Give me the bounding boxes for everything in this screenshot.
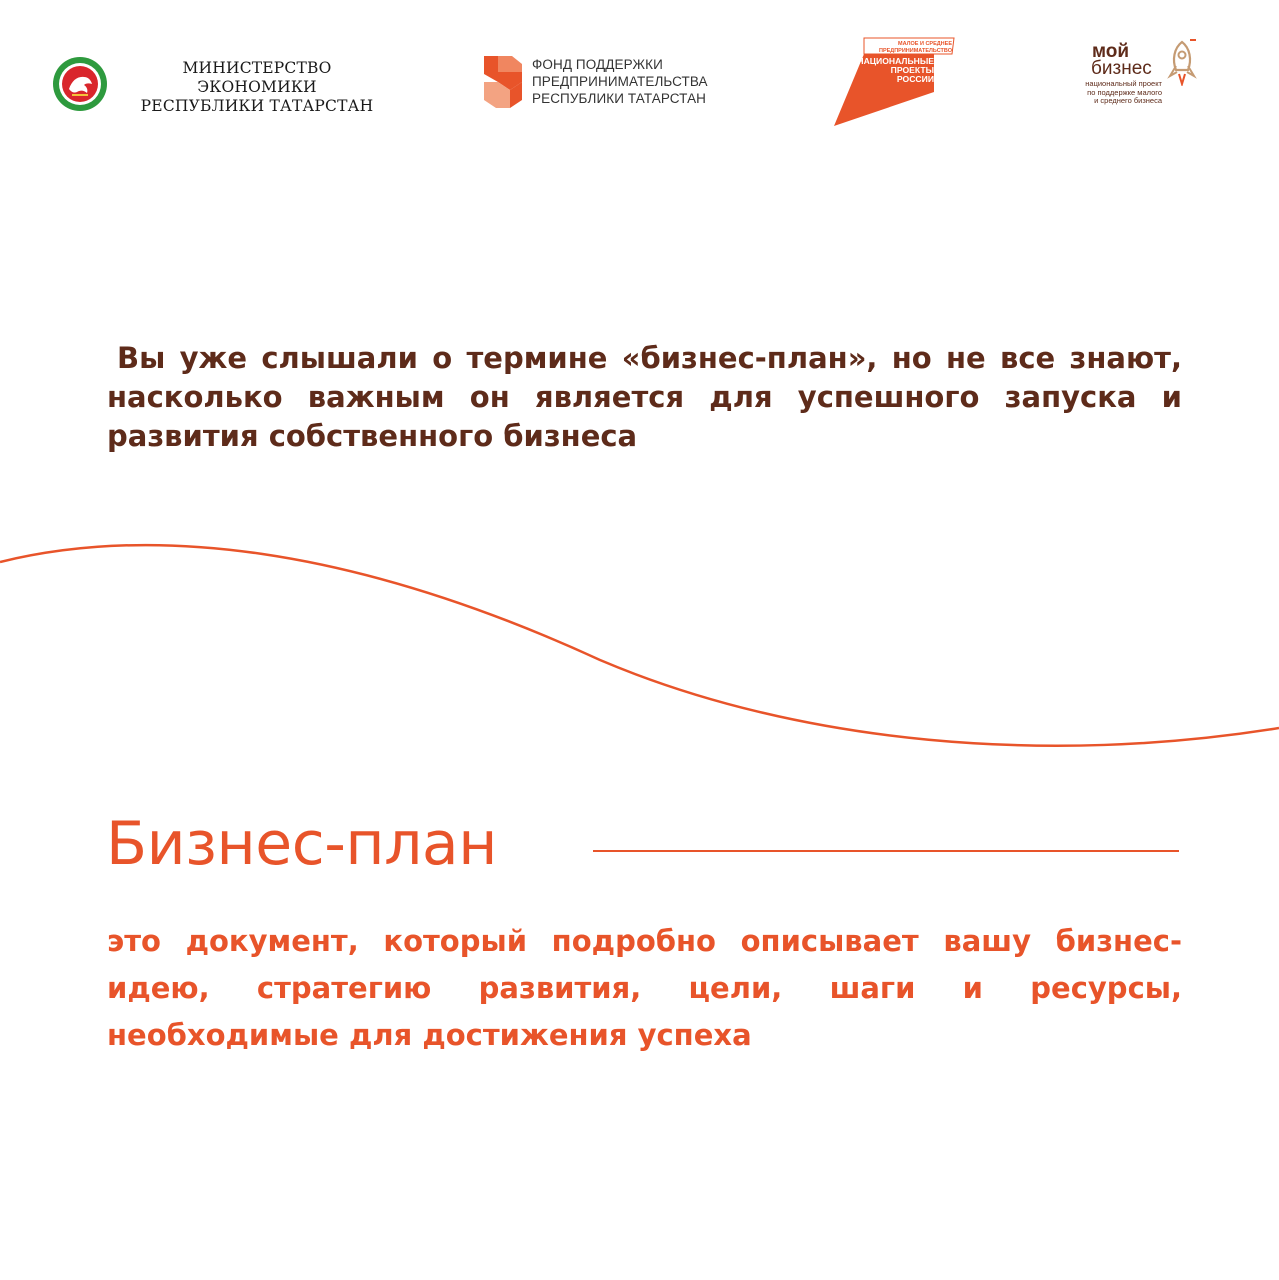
tatarstan-emblem-icon [52, 56, 108, 112]
np-small-line1: МАЛОЕ И СРЕДНЕЕ [898, 41, 952, 47]
moy-biznes-word1: мой [1092, 41, 1130, 62]
moy-biznes-logo [1080, 38, 1210, 113]
ministry-line1: МИНИСТЕРСТВО ЭКОНОМИКИ [182, 59, 332, 96]
ministry-line2: РЕСПУБЛИКИ ТАТАРСТАН [140, 97, 374, 115]
np-small-line2: ПРЕДПРИНИМАТЕЛЬСТВО [879, 48, 952, 54]
fund-line3: РЕСПУБЛИКИ ТАТАРСТАН [532, 91, 707, 106]
moy-biznes-word2: бизнес [1091, 58, 1152, 79]
moy-biznes-sub2: по поддержке малого [1087, 87, 1162, 97]
definition-text: это документ, который подробно описывает вашу бизнес-идею, стратегию развития, цели, шаги и ресурсы, необходимые для достижения успеха [107, 924, 1182, 1052]
np-big-line2: ПРОЕКТЫ [890, 65, 934, 75]
rocket-icon [1166, 38, 1198, 86]
fund-line2: ПРЕДПРИНИМАТЕЛЬСТВА [532, 74, 708, 89]
np-big-line3: РОССИИ [896, 74, 934, 84]
np-big-line1: НАЦИОНАЛЬНЫЕ [857, 56, 934, 66]
decorative-wave-line [0, 520, 1279, 770]
fund-cube-icon [484, 56, 524, 108]
intro-text: Вы уже слышали о термине «бизнес-план», но не все знают, насколько важным он является для успешного запуска и развития собственного бизнеса [107, 341, 1182, 453]
fund-logo [484, 54, 724, 110]
national-projects-logo [834, 36, 956, 128]
term-heading: Бизнес-план [106, 809, 497, 879]
fund-line1: ФОНД ПОДДЕРЖКИ [532, 57, 663, 72]
moy-biznes-sub3: и среднего бизнеса [1094, 96, 1162, 105]
term-divider-line [593, 850, 1179, 852]
header [0, 0, 1279, 140]
moy-biznes-sub1: национальный проект [1085, 79, 1162, 88]
ministry-logo [52, 52, 392, 115]
